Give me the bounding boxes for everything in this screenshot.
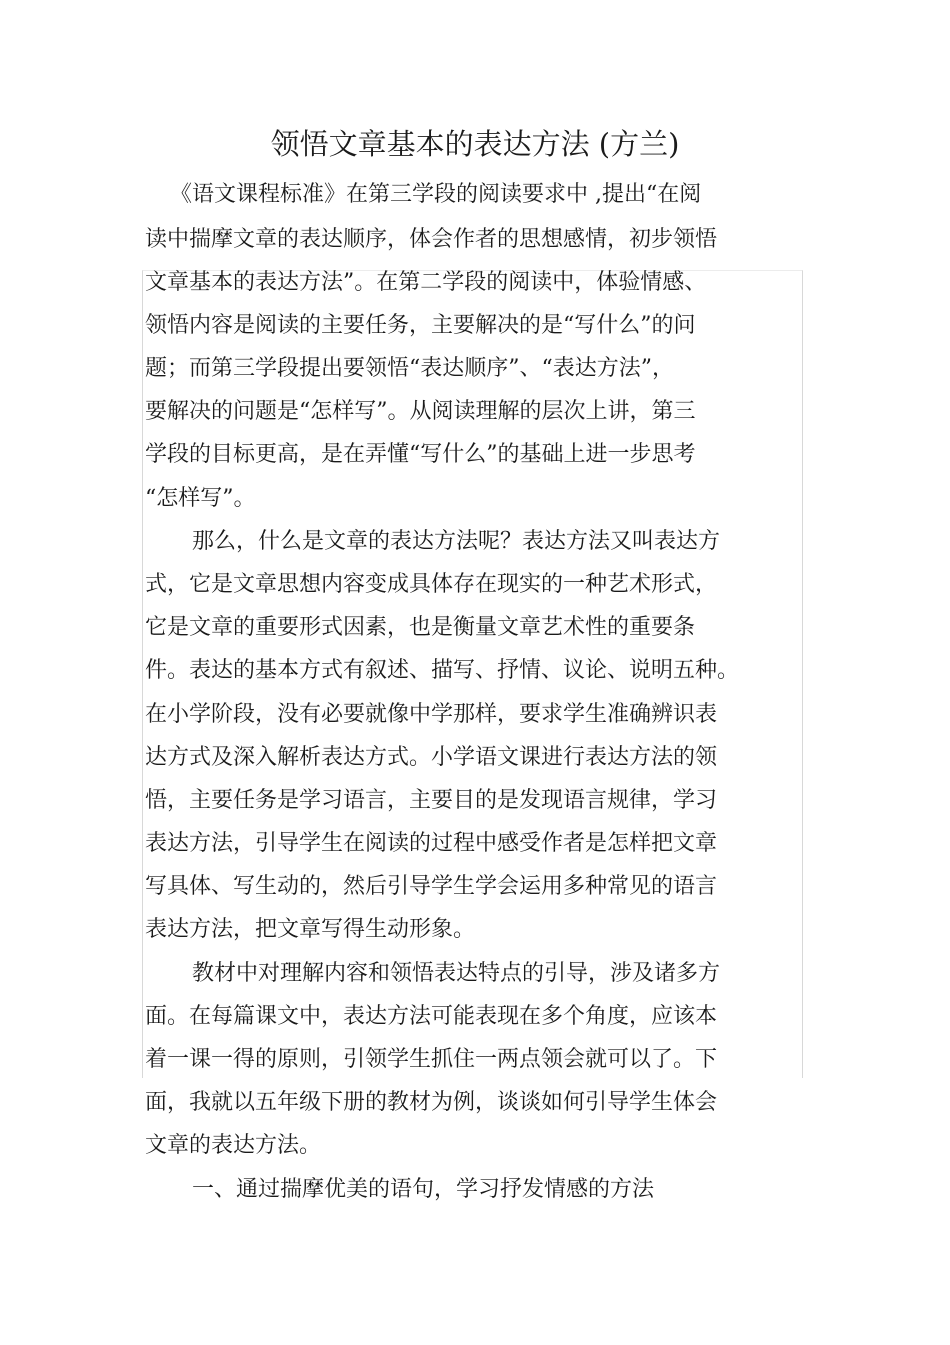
paragraph-1-line: 读中揣摩文章的表达顺序，体会作者的思想感情，初步领悟: [145, 227, 718, 252]
paragraph-1-line: 学段的目标更高，是在弄懂“写什么”的基础上进一步思考: [145, 442, 696, 467]
paragraph-2-line: 悟，主要任务是学习语言，主要目的是发现语言规律，学习: [145, 788, 718, 813]
paragraph-2-line: 表达方法，把文章写得生动形象。: [145, 917, 476, 942]
paragraph-1-line: “怎样写”。: [145, 486, 256, 511]
paragraph-2-line: 写具体、写生动的，然后引导学生学会运用多种常见的语言: [145, 874, 718, 899]
paragraph-1-line: 领悟内容是阅读的主要任务，主要解决的是“写什么”的问: [145, 313, 696, 338]
paragraph-1-line: 要解决的问题是“怎样写”。从阅读理解的层次上讲，第三: [145, 399, 696, 424]
document-title: 领悟文章基本的表达方法 (方兰): [270, 127, 680, 161]
paragraph-3-line: 文章的表达方法。: [145, 1133, 322, 1158]
paragraph-2-line: 件。表达的基本方式有叙述、描写、抒情、议论、说明五种。: [145, 658, 740, 683]
paragraph-3-line: 面，我就以五年级下册的教材为例，谈谈如何引导学生体会: [145, 1090, 718, 1115]
paragraph-3-line: 教材中对理解内容和领悟表达特点的引导，涉及诸多方: [192, 961, 721, 986]
paragraph-2-line: 达方式及深入解析表达方式。小学语文课进行表达方法的领: [145, 745, 718, 770]
section-heading: 一、通过揣摩优美的语句，学习抒发情感的方法: [192, 1177, 655, 1202]
paragraph-2-line: 它是文章的重要形式因素，也是衡量文章艺术性的重要条: [145, 615, 696, 640]
paragraph-1-line: 题；而第三学段提出要领悟“表达顺序”、“表达方法”，: [145, 356, 674, 381]
paragraph-2-line: 式，它是文章思想内容变成具体存在现实的一种艺术形式，: [145, 572, 718, 597]
paragraph-2-line: 在小学阶段，没有必要就像中学那样，要求学生准确辨识表: [145, 702, 718, 727]
paragraph-1-line: 《语文课程标准》在第三学段的阅读要求中 ,提出“在阅: [170, 182, 702, 207]
paragraph-2-line: 那么，什么是文章的表达方法呢？表达方法又叫表达方: [192, 529, 721, 554]
paragraph-3-line: 着一课一得的原则，引领学生抓住一两点领会就可以了。下: [145, 1047, 718, 1072]
paragraph-1-line: 文章基本的表达方法”。在第二学段的阅读中，体验情感、: [145, 270, 707, 295]
paragraph-2-line: 表达方法，引导学生在阅读的过程中感受作者是怎样把文章: [145, 831, 718, 856]
paragraph-3-line: 面。在每篇课文中，表达方法可能表现在多个角度，应该本: [145, 1004, 718, 1029]
